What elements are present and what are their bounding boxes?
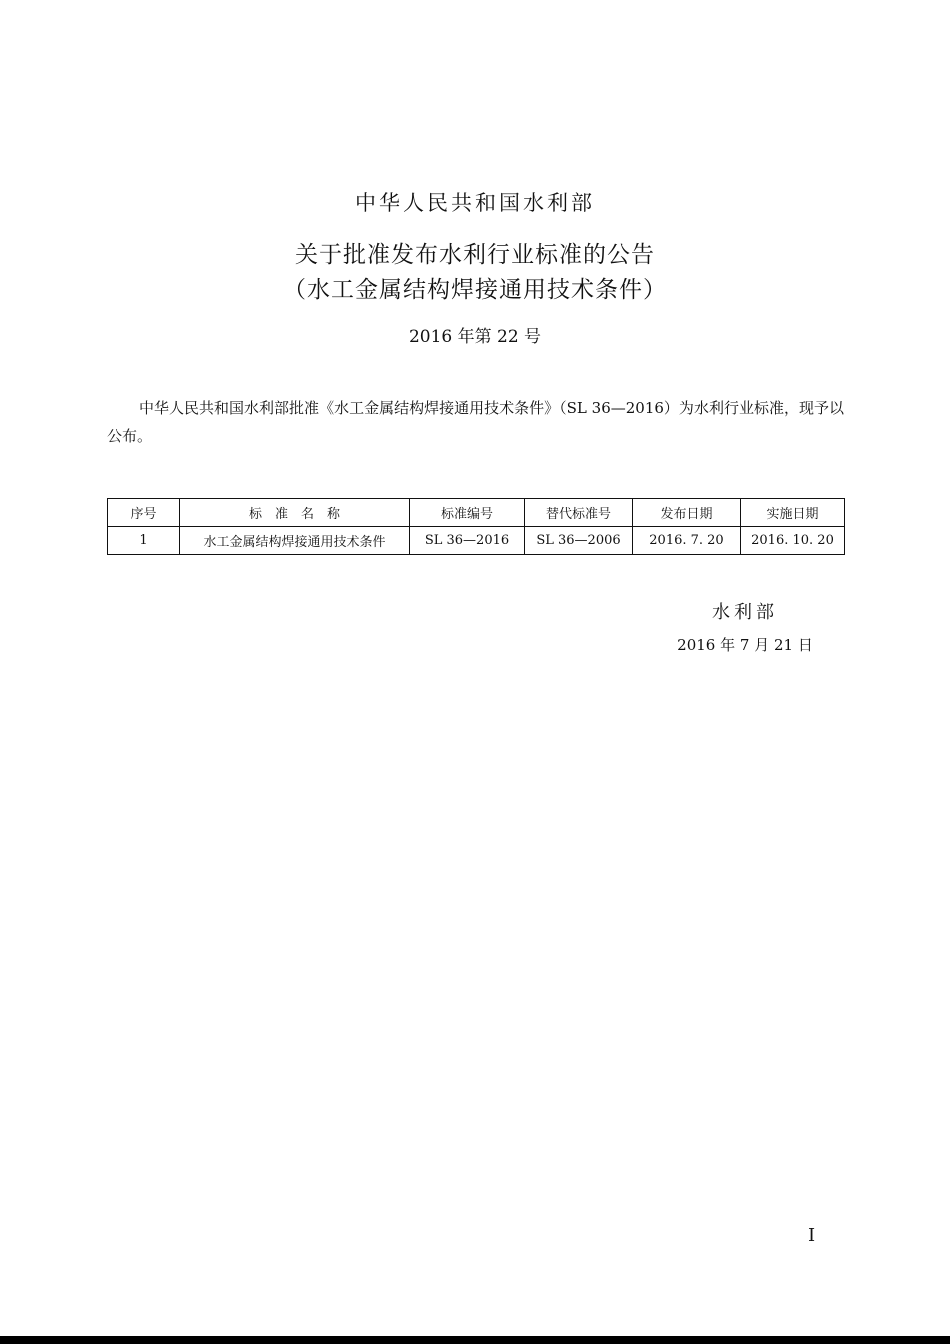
announcement-title-line2: （水工金属结构焊接通用技术条件）	[283, 277, 667, 303]
header-standard-code: 标准编号	[410, 499, 525, 527]
cell-standard-code: SL 36—2016	[410, 527, 525, 555]
standards-table	[107, 498, 845, 555]
cell-replaced-code: SL 36—2006	[525, 527, 633, 555]
header-standard-name: 标 准 名 称	[180, 499, 410, 527]
header-effective-date: 实施日期	[741, 499, 845, 527]
document-number: 2016 年第 22 号	[408, 327, 542, 347]
cell-release-date: 2016. 7. 20	[633, 527, 741, 555]
table-header-row	[108, 499, 845, 527]
cell-effective-date: 2016. 10. 20	[741, 527, 845, 555]
page-number: I	[808, 1225, 816, 1246]
header-release-date: 发布日期	[633, 499, 741, 527]
signature-date: 2016 年 7 月 21 日	[677, 636, 813, 654]
signature-organization: 水利部	[712, 602, 778, 623]
table-row	[108, 527, 845, 555]
announcement-title-line1: 关于批准发布水利行业标准的公告	[295, 242, 655, 268]
cell-standard-name: 水工金属结构焊接通用技术条件	[180, 527, 410, 555]
ministry-name: 中华人民共和国水利部	[355, 191, 595, 215]
header-serial: 序号	[108, 499, 180, 527]
bottom-border-bar	[0, 1336, 950, 1344]
header-replaced-code: 替代标准号	[525, 499, 633, 527]
cell-serial: 1	[108, 527, 180, 555]
announcement-paragraph: 中华人民共和国水利部批准《水工金属结构焊接通用技术条件》（SL 36—2016）为水利行业标准，现予以公布。	[107, 399, 844, 445]
